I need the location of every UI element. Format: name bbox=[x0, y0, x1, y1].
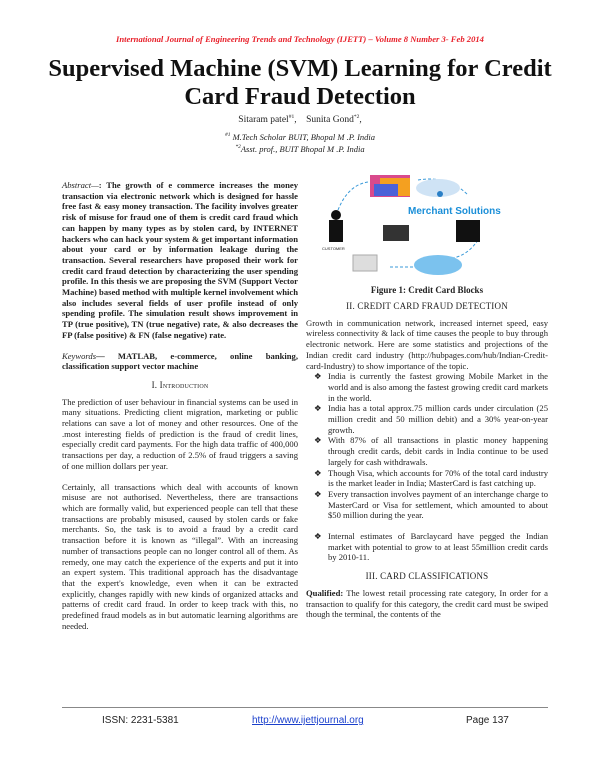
abstract bbox=[62, 180, 298, 341]
author-2: Sunita Gond bbox=[306, 115, 354, 126]
abstract-text: : The growth of e commerce increases the money transaction via electronic network which is designed for hassle free fast & easy money transaction. The facility involves greater risk of misuse for fraud one of them is credit card fraud which can happen by many types as by stolen card, by INTERNET hackers who can hack your system & get important information about your card or by information leakage during the transaction. Several researchers have proposed their work for credit card fraud detection by characterizing the user spending profile. In this thesis we are proposing the SVM (Support Vector Machine) based method with multiple kernel involvement which also includes several fields of user profile instead of only spending profile. The simulation result shows improvement in TP (true positive), TN (true negative) rate, & also decreases the FP (false positive) & FN (false negative) rate. bbox=[62, 180, 298, 340]
keywords-text: — MATLAB, e-commerce, online banking, classification support vector machine bbox=[62, 350, 298, 372]
journal-header: International Journal of Engineering Trends and Technology (IJETT) – Volume 8 Number 3- Feb 2014 bbox=[116, 34, 484, 44]
bank-icon bbox=[383, 225, 409, 241]
right-column bbox=[306, 301, 548, 620]
list-item bbox=[314, 371, 548, 403]
author-1-sup: #1 bbox=[288, 114, 295, 120]
list-item-text: With 87% of all transactions in plastic money happening through credit cards, debit cards in India continue to be used largely for cash withdrawals. bbox=[328, 435, 548, 467]
credit-card-network-icon bbox=[414, 255, 462, 275]
sep: , bbox=[359, 115, 362, 126]
list-item-text: India is currently the fastest growing Mobile Market in the world and is also among the fastest growing credit card markets in the world. bbox=[328, 371, 548, 403]
merchant-solutions-banner: Merchant Solutions bbox=[408, 206, 501, 217]
bullet-icon: ❖ bbox=[314, 531, 322, 542]
list-item bbox=[314, 467, 548, 489]
footer-divider bbox=[62, 707, 548, 708]
bullet-icon: ❖ bbox=[314, 467, 322, 478]
list-item bbox=[314, 435, 548, 467]
section3-paragraph bbox=[306, 588, 548, 620]
intro-paragraph-1: The prediction of user behaviour in financial systems can be used in many situations. Predicting client migration, marketing or public relations can save a lot of money and other resources. One of the .most interesting fields of prediction is the fraud of credit lines, especially credit card payments. For the high data traffic of 400,000 transactions per day, a reduction of 2.5% of fraud triggers a saving of one million dollars per year. bbox=[62, 396, 298, 471]
arrow bbox=[338, 182, 368, 210]
abstract-label: Abstract— bbox=[62, 180, 99, 190]
list-item bbox=[314, 403, 548, 435]
section2-intro: Growth in communication network, increased internet speed, easy wireless connectivity & lack of time causes the people to buy through electronic network. Here are some statistics and projections of the Indian credit card industry (http://hubpages.com/hub/Indian-Credit-card-Industry) to show importance of the topic. bbox=[306, 317, 548, 371]
journal-link[interactable]: http://www.ijettjournal.org bbox=[252, 715, 364, 726]
list-item-text: Internal estimates of Barclaycard have pegged the Indian market with potential to grow to at least 55million credit cards by 2010-11. bbox=[328, 531, 548, 563]
issuing-bank-icon bbox=[353, 255, 377, 271]
affiliation-1: M.Tech Scholar BUIT, Bhopal M .P. India bbox=[230, 131, 376, 142]
credit-card-blocks-figure bbox=[308, 170, 548, 285]
list-item-text: Though Visa, which accounts for 70% of the total card industry is the market leader in India; MasterCard is fast catching up. bbox=[328, 467, 548, 489]
authors bbox=[0, 114, 600, 125]
author-1: Sitaram patel bbox=[238, 115, 289, 126]
figure-caption: Figure 1: Credit Card Blocks bbox=[370, 285, 484, 295]
list-item-text: Every transaction involves payment of an interchange charge to MasterCard or Visa for settlement, which amounted to about $50 million during the year. bbox=[328, 488, 548, 521]
bullet-icon: ❖ bbox=[314, 371, 322, 382]
bullet-icon: ❖ bbox=[314, 488, 322, 499]
server-icon bbox=[456, 220, 480, 242]
sep: , bbox=[294, 115, 297, 126]
affiliation-2: Asst. prof., BUIT Bhopal M .P. India bbox=[240, 143, 365, 154]
keywords bbox=[62, 351, 298, 372]
bullet-icon: ❖ bbox=[314, 435, 322, 446]
page-number: Page 137 bbox=[466, 715, 509, 726]
customer-label: CUSTOMER bbox=[322, 246, 345, 251]
author-2-sup: *2 bbox=[353, 114, 360, 120]
qualified-label: Qualified: bbox=[306, 587, 344, 598]
list-item-text: India has a total approx.75 million cards under circulation (25 million credit and 50 million debit) and a 30% year-on-year growth. bbox=[328, 403, 548, 435]
section-heading-card-classifications: III. CARD CLASSIFICATIONS bbox=[365, 571, 489, 582]
affiliations bbox=[0, 130, 600, 154]
bullet-icon: ❖ bbox=[314, 403, 322, 414]
list-item bbox=[314, 488, 548, 521]
left-column bbox=[62, 180, 298, 631]
arrow bbox=[453, 240, 478, 258]
issn: ISSN: 2231-5381 bbox=[102, 715, 179, 726]
paper-title: Supervised Machine (SVM) Learning for Credit Card Fraud Detection bbox=[48, 55, 552, 110]
customer-icon bbox=[331, 210, 341, 220]
list-item bbox=[314, 531, 548, 563]
qualified-text: The lowest retail processing rate category, In order for a transaction to qualify for this category, the credit card must be swiped though the terminal, the contents of the bbox=[306, 587, 548, 620]
statistics-list bbox=[306, 371, 548, 563]
section-heading-fraud-detection: II. CREDIT CARD FRAUD DETECTION bbox=[346, 301, 508, 311]
section-heading-introduction: I. Introduction bbox=[151, 379, 209, 390]
keywords-label: Keywords bbox=[62, 350, 97, 361]
affil-2-sup: *2 bbox=[235, 143, 241, 150]
affil-1-sup: #1 bbox=[224, 132, 231, 138]
intro-paragraph-2: Certainly, all transactions which deal with accounts of known misuse are not authorised. Nevertheless, there are transactions which are formally valid, but experienced people can tell that these transactions are probably misused, caused by stolen cards or fake merchants. So, the task is to avoid a fraud by a credit card transaction before it is known as “illegal”. With an increasing number of transactions people can no longer control all of them. As remedy, one may catch the experience of the experts and put it into an expert system. This traditional approach has the disadvantage that the expert's knowledge, even when it can be extracted explicitly, changes rapidly with new kinds of organized attacks and patterns of credit card fraud. In order to keep track with this, no predefined fraud models as in but automatic learning algorithms are needed. bbox=[62, 481, 298, 631]
